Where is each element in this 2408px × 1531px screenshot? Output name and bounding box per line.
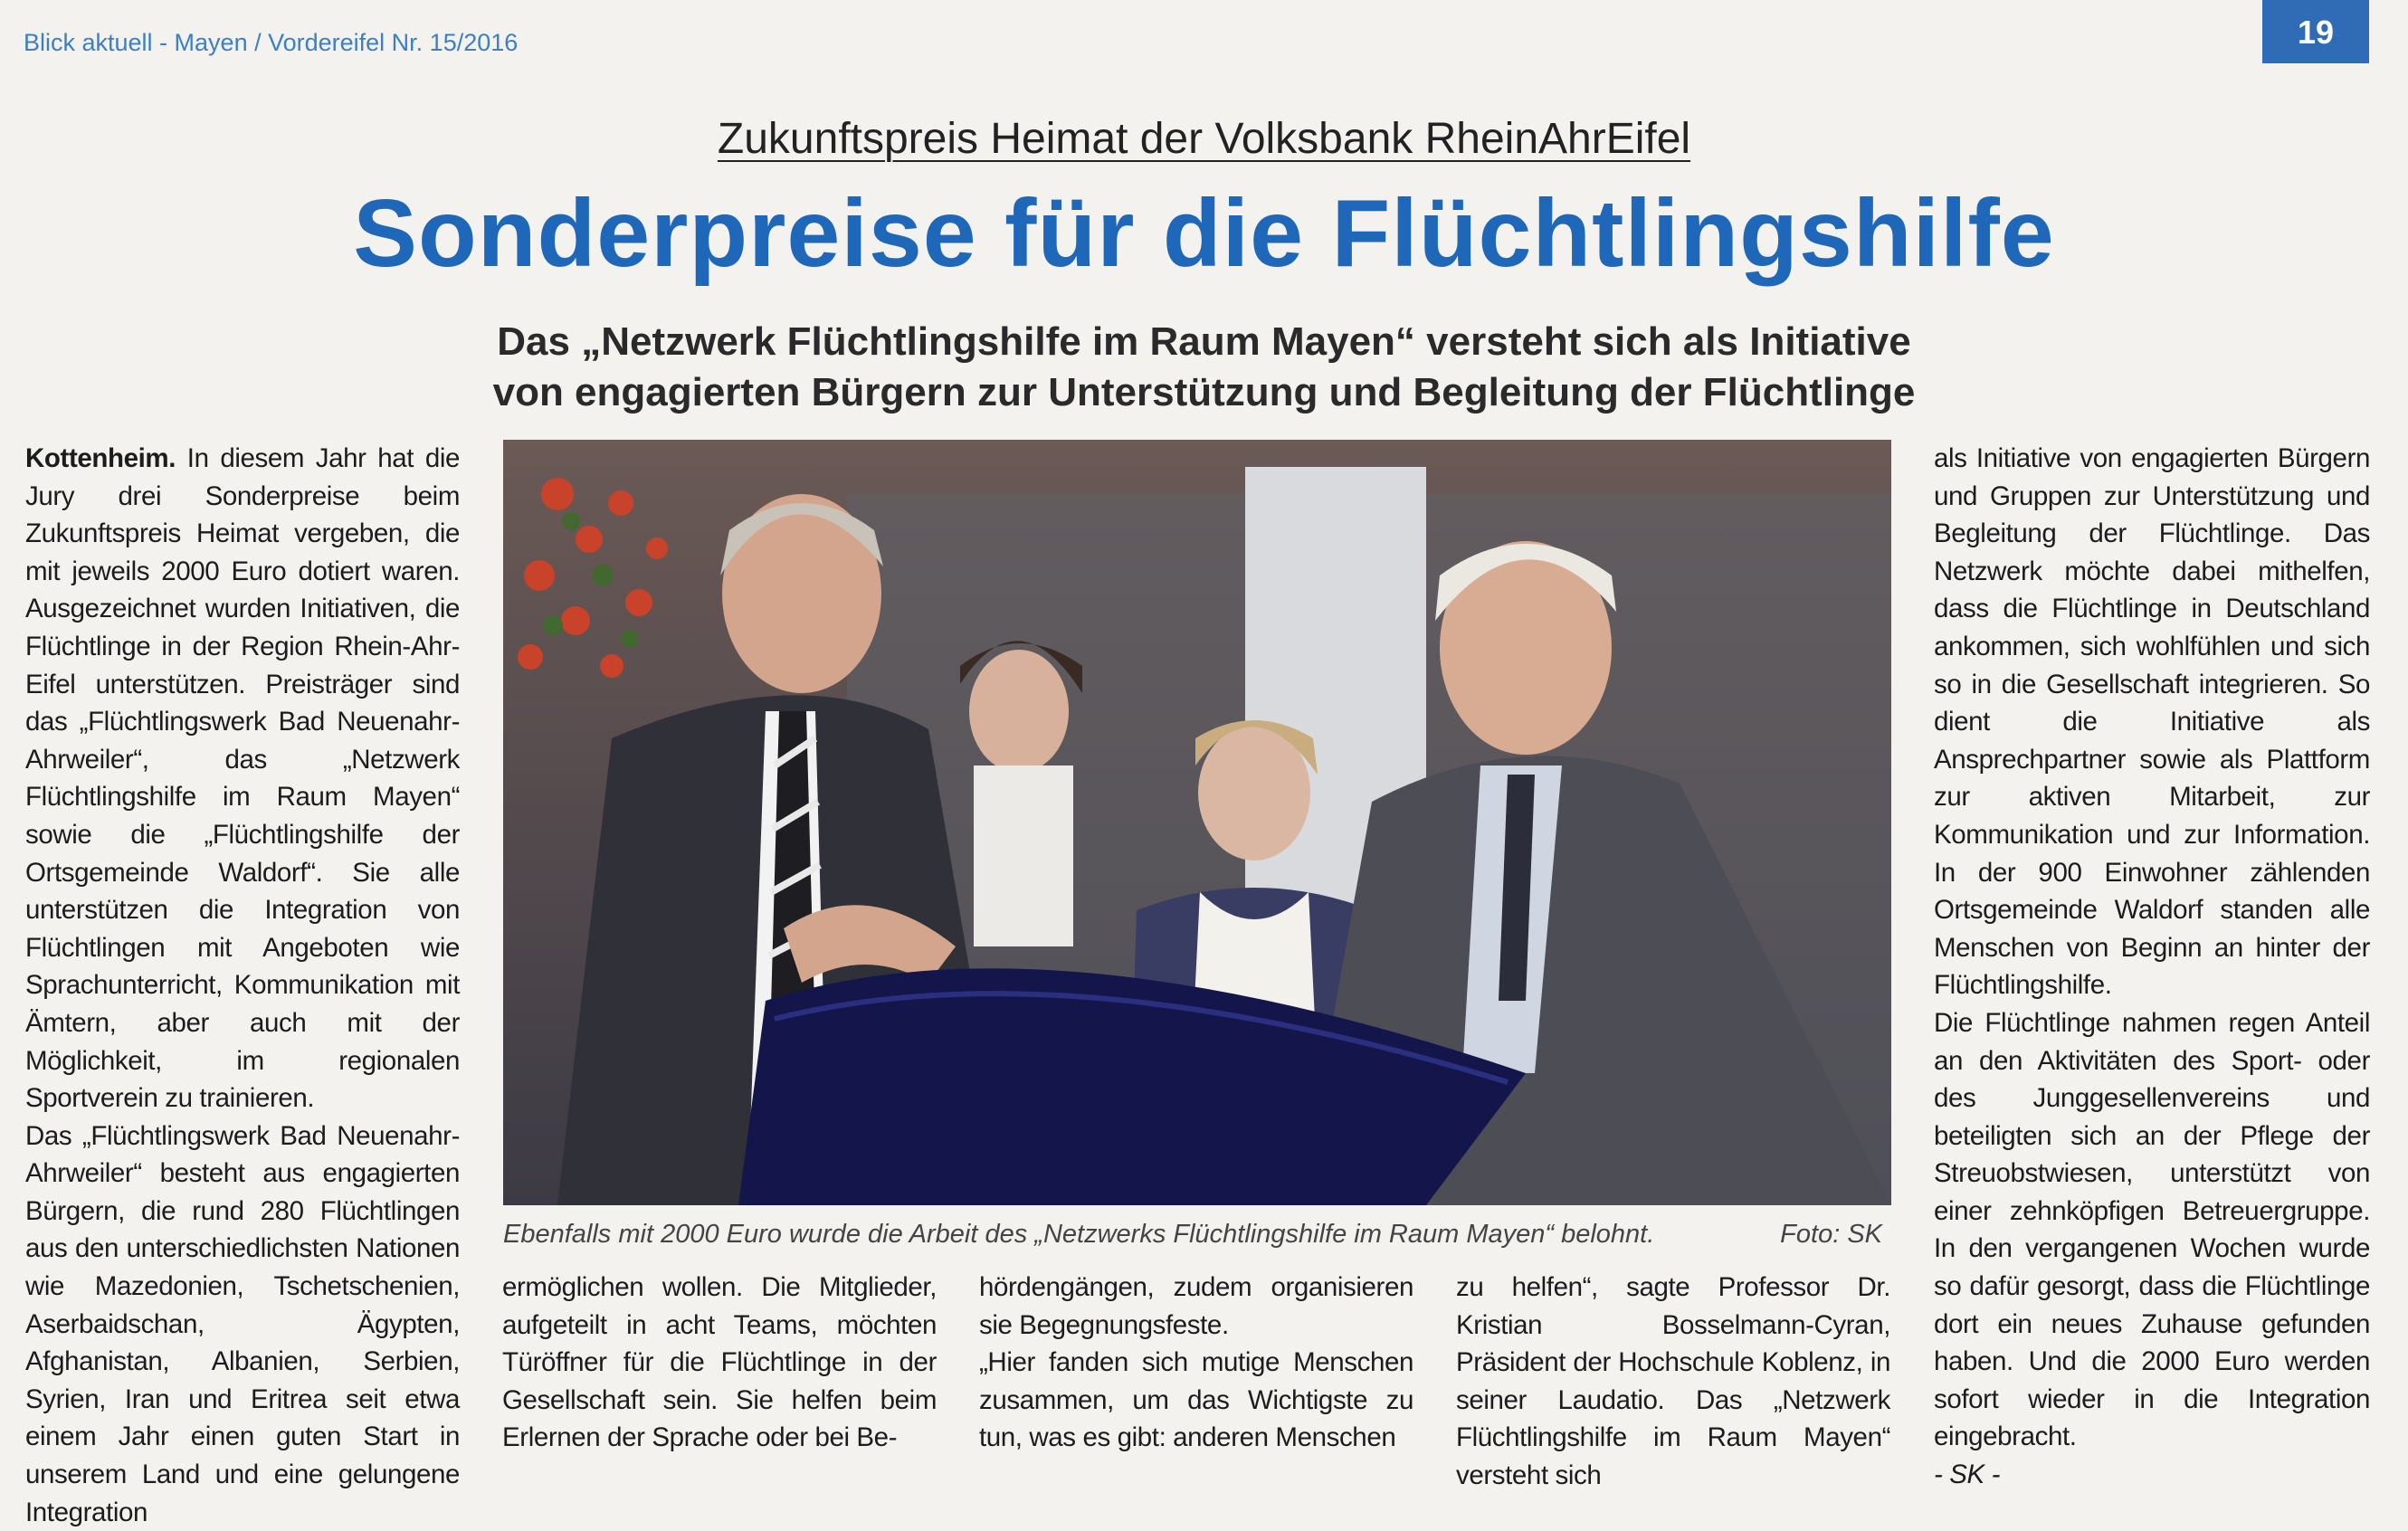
publication-header: Blick aktuell - Mayen / Vordereifel Nr. 15/2016 [24, 29, 519, 56]
article-subhead [0, 317, 2408, 418]
article-kicker [0, 114, 2408, 164]
text-column-5 [1934, 440, 2370, 1494]
photo-caption [503, 1220, 1891, 1250]
caption-text: Ebenfalls mit 2000 Euro wurde die Arbeit des „Netzwerks Flüchtlingshilfe im Raum Mayen“ belohnt. [503, 1220, 1655, 1249]
paragraph [25, 440, 460, 1117]
photo-illustration [503, 440, 1891, 1205]
paragraph: zu helfen“, sagte Professor Dr. Kristian Bosselmann-Cyran, Präsident der Hochschule Koblenz, in seiner Laudatio. Das „Netzwerk Flüchtlingshilfe im Raum Mayen“ versteht sich [1456, 1272, 1890, 1490]
paragraph: ermöglichen wollen. Die Mitglieder, aufgeteilt in acht Teams, möchten Türöffner für die Flüchtlinge in der Gesellschaft sein. Sie helfen beim Erlernen der Sprache oder bei Be- [502, 1272, 937, 1453]
text-column-4 [1456, 1269, 1890, 1495]
article-photo [503, 440, 1891, 1205]
paragraph: Die Flüchtlinge nahmen regen Anteil an den Aktivitäten des Sport- oder des Junggesellenvereins und beteiligten sich an der Pflege der Streuobstwiesen, unterstützt von einer zehnköpfigen Betreuergruppe. In den vergangenen Wochen wurde so dafür gesorgt, dass die Flüchtlinge dort ein neues Zuhause gefunden haben. Und die 2000 Euro werden sofort wieder in die Integration eingebracht. [1934, 1007, 2370, 1452]
subhead-line-1: Das „Netzwerk Flüchtlingshilfe im Raum Mayen“ versteht sich als Initiative [497, 319, 1911, 364]
paragraph: hördengängen, zudem organisieren sie Begegnungsfeste. [979, 1272, 1413, 1340]
paragraph: Das „Flüchtlingswerk Bad Neuenahr-Ahrweiler“ besteht aus engagierten Bürgern, die rund 280 Flüchtlingen aus den unterschiedlichsten Nationen wie Mazedonien, Tschetschenien, Aserbaidschan, Ägypten, Afghanistan, Albanien, Serbien, Syrien, Iran und Eritrea seit etwa einem Jahr einen guten Start in unserem Land und eine gelungene Integration [25, 1120, 460, 1527]
paragraph: als Initiative von engagierten Bürgern und Gruppen zur Unterstützung und Begleitung der Flüchtlinge. Das Netzwerk möchte dabei mithelfen, dass die Flüchtlinge in Deutschland ankommen, sich wohlfühlen und sich so in die Gesellschaft integrieren. So dient die Initiative als Ansprechpartner sowie als Plattform zur aktiven Mitarbeit, zur Kommunikation und zur Information. In der 900 Einwohner zählenden Ortsgemeinde Waldorf standen alle Menschen von Beginn an hinter der Flüchtlingshilfe. [1934, 443, 2370, 1001]
paragraph: „Hier fanden sich mutige Menschen zusammen, um das Wichtigste zu tun, was es gibt: anderen Menschen [979, 1347, 1413, 1453]
dateline: Kottenheim. [25, 443, 176, 473]
author-signature: - SK - [1934, 1460, 2000, 1490]
page-number: 19 [2262, 0, 2369, 63]
text-column-1 [25, 440, 460, 1531]
paragraph-text: In diesem Jahr hat die Jury drei Sonderpreise beim Zukunftspreis Heimat vergeben, die mit jeweils 2000 Euro dotiert waren. Ausgezeichnet wurden Initiativen, die Flüchtlinge in der Region Rhein-Ahr-Eifel unterstützen. Preisträger sind das „Flüchtlingswerk Bad Neuenahr-Ahrweiler“, das „Netzwerk Flüchtlingshilfe im Raum Mayen“ sowie die „Flüchtlingshilfe der Ortsgemeinde Waldorf“. Sie alle unterstützen die Integration von Flüchtlingen mit Angeboten wie Sprachunterricht, Kommunikation mit Ämtern, aber auch mit der Möglichkeit, im regionalen Sportverein zu trainieren. [25, 443, 461, 1114]
kicker-text: Zukunftspreis Heimat der Volksbank RheinAhrEifel [717, 115, 1691, 163]
photo-credit: Foto: SK [1780, 1220, 1882, 1249]
text-column-3 [979, 1269, 1413, 1457]
subhead-line-2: von engagierten Bürgern zur Unterstützung und Begleitung der Flüchtlinge [492, 370, 1916, 414]
text-column-2 [502, 1269, 937, 1457]
article-headline: Sonderpreise für die Flüchtlingshilfe [353, 180, 2055, 287]
